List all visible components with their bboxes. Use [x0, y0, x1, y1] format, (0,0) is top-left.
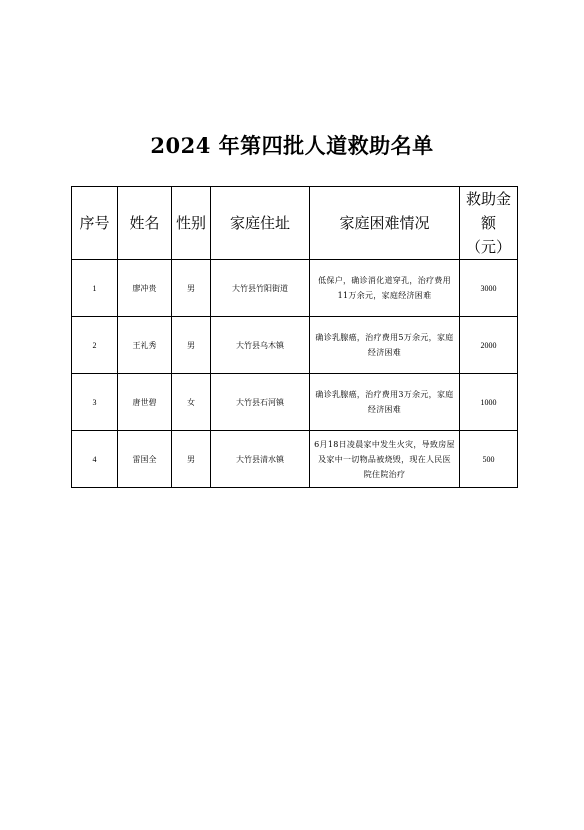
cell-amount: 1000	[460, 374, 518, 431]
header-address: 家庭住址	[211, 187, 310, 260]
cell-index: 3	[72, 374, 118, 431]
cell-index: 2	[72, 317, 118, 374]
cell-situation: 6月18日凌晨家中发生火灾，导致房屋及家中一切物品被烧毁，现在人民医院住院治疗	[310, 431, 460, 488]
cell-amount: 3000	[460, 260, 518, 317]
cell-name: 唐世碧	[118, 374, 172, 431]
cell-address: 大竹县乌木镇	[211, 317, 310, 374]
cell-situation: 低保户，确诊消化道穿孔，治疗费用11万余元，家庭经济困难	[310, 260, 460, 317]
cell-gender: 男	[172, 260, 211, 317]
relief-list-table	[71, 186, 518, 488]
table-row	[72, 260, 518, 317]
cell-index: 1	[72, 260, 118, 317]
cell-address: 大竹县清水镇	[211, 431, 310, 488]
header-amount-line1: 救助金	[465, 190, 511, 208]
cell-address: 大竹县石河镇	[211, 374, 310, 431]
cell-situation: 确诊乳腺癌，治疗费用3万余元，家庭经济困难	[310, 374, 460, 431]
header-name: 姓名	[118, 187, 172, 260]
header-situation: 家庭困难情况	[310, 187, 460, 260]
cell-gender: 男	[172, 317, 211, 374]
header-amount	[460, 187, 518, 260]
cell-address: 大竹县竹阳街道	[211, 260, 310, 317]
table-header-row	[72, 187, 518, 260]
cell-name: 廖冲贵	[118, 260, 172, 317]
cell-name: 王礼秀	[118, 317, 172, 374]
cell-gender: 女	[172, 374, 211, 431]
header-index: 序号	[72, 187, 118, 260]
table-row	[72, 374, 518, 431]
cell-gender: 男	[172, 431, 211, 488]
cell-situation: 确诊乳腺癌，治疗费用5万余元，家庭经济困难	[310, 317, 460, 374]
header-amount-line2: 额（元）	[465, 214, 511, 256]
cell-index: 4	[72, 431, 118, 488]
cell-name: 雷国全	[118, 431, 172, 488]
document-title: 2024 年第四批人道救助名单	[150, 133, 434, 158]
table-row	[72, 431, 518, 488]
table-row	[72, 317, 518, 374]
cell-amount: 2000	[460, 317, 518, 374]
header-gender: 性别	[172, 187, 211, 260]
cell-amount: 500	[460, 431, 518, 488]
